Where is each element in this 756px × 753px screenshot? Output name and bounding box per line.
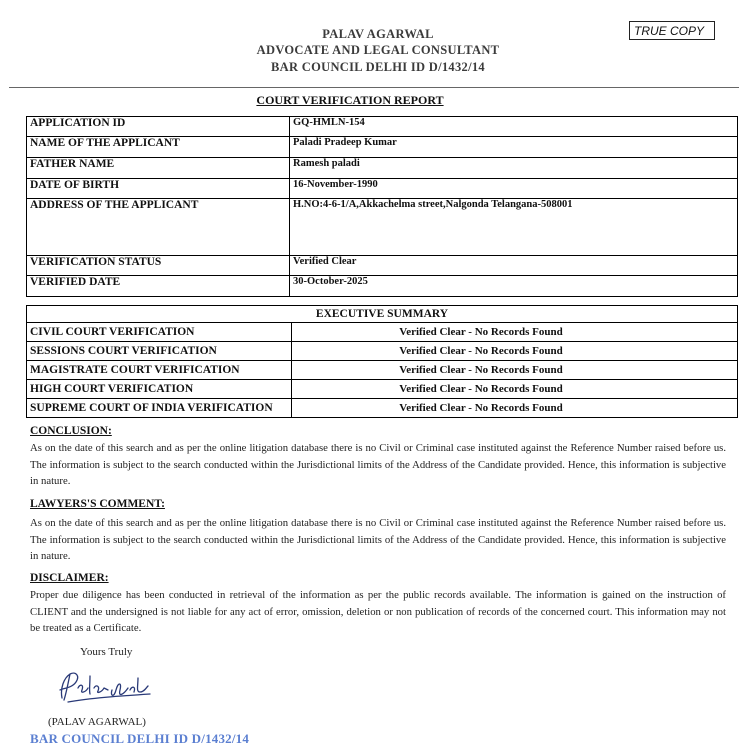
summary-label: SUPREME COURT OF INDIA VERIFICATION xyxy=(27,399,292,418)
table-row xyxy=(27,199,738,256)
summary-label: MAGISTRATE COURT VERIFICATION xyxy=(27,361,292,380)
table-row xyxy=(27,361,738,380)
table-row xyxy=(27,342,738,361)
info-label: APPLICATION ID xyxy=(27,117,290,137)
summary-value: Verified Clear - No Records Found xyxy=(292,361,738,380)
signature-icon xyxy=(50,668,160,708)
letterhead-title: ADVOCATE AND LEGAL CONSULTANT xyxy=(256,43,500,57)
info-value: GQ-HMLN-154 xyxy=(290,117,738,137)
info-label: FATHER NAME xyxy=(27,158,290,179)
salutation: Yours Truly xyxy=(80,646,133,658)
summary-value: Verified Clear - No Records Found xyxy=(292,399,738,418)
table-row xyxy=(27,137,738,158)
summary-value: Verified Clear - No Records Found xyxy=(292,323,738,342)
summary-value: Verified Clear - No Records Found xyxy=(292,380,738,399)
closing-bar-council-id: BAR COUNCIL DELHI ID D/1432/14 xyxy=(30,731,250,746)
info-label: VERIFICATION STATUS xyxy=(27,256,290,276)
letterhead-name: PALAV AGARWAL xyxy=(322,27,434,41)
executive-summary-table xyxy=(26,305,738,418)
table-row xyxy=(27,179,738,199)
table-row xyxy=(27,399,738,418)
table-row xyxy=(27,158,738,179)
table-row xyxy=(27,256,738,276)
info-label: VERIFIED DATE xyxy=(27,276,290,297)
signatory-name: (PALAV AGARWAL) xyxy=(48,716,146,728)
info-label: NAME OF THE APPLICANT xyxy=(27,137,290,158)
info-value: H.NO:4-6-1/A,Akkachelma street,Nalgonda Telangana-508001 xyxy=(290,199,738,256)
table-header-row xyxy=(27,306,738,323)
table-row xyxy=(27,276,738,297)
conclusion-text: As on the date of this search and as per the online litigation database there is no Civil or Criminal case instituted against the Reference Number raised before us. The information is subject to the search conducted within the Jurisdictional limits of the Address of the Candidate provided. Hence, this information is subjective in nature. xyxy=(30,442,726,488)
table-row xyxy=(27,380,738,399)
report-title: COURT VERIFICATION REPORT xyxy=(256,93,444,107)
summary-label: HIGH COURT VERIFICATION xyxy=(27,380,292,399)
lawyers-comment-text: As on the date of this search and as per the online litigation database there is no Civil or Criminal case instituted against the Reference Number raised before us. The information is subject to the search conducted within the Jurisdictional limits of the Address of the Candidate provided. Hence, this information is subjective in nature. xyxy=(30,517,726,563)
table-row xyxy=(27,323,738,342)
info-value: Verified Clear xyxy=(290,256,738,276)
summary-label: SESSIONS COURT VERIFICATION xyxy=(27,342,292,361)
info-label: ADDRESS OF THE APPLICANT xyxy=(27,199,290,256)
true-copy-stamp: TRUE COPY xyxy=(629,21,715,40)
info-value: Ramesh paladi xyxy=(290,158,738,179)
disclaimer-text: Proper due diligence has been conducted in retrieval of the information as per the public records available. The information is gained on the instruction of CLIENT and the undersigned is not liable for any act of error, omission, deletion or non publication of records of the concerned court. This information may not be treated as a Certificate. xyxy=(30,589,726,635)
info-value: Paladi Pradeep Kumar xyxy=(290,137,738,158)
conclusion-heading: CONCLUSION: xyxy=(30,425,112,437)
applicant-info-table xyxy=(26,116,738,297)
header-divider xyxy=(9,87,739,88)
executive-summary-heading: EXECUTIVE SUMMARY xyxy=(27,306,738,323)
summary-label: CIVIL COURT VERIFICATION xyxy=(27,323,292,342)
info-value: 30-October-2025 xyxy=(290,276,738,297)
info-label: DATE OF BIRTH xyxy=(27,179,290,199)
info-value: 16-November-1990 xyxy=(290,179,738,199)
table-row xyxy=(27,117,738,137)
lawyers-comment-heading: LAWYERS'S COMMENT: xyxy=(30,498,165,510)
letterhead-bar-id: BAR COUNCIL DELHI ID D/1432/14 xyxy=(271,60,485,74)
summary-value: Verified Clear - No Records Found xyxy=(292,342,738,361)
disclaimer-heading: DISCLAIMER: xyxy=(30,572,109,584)
